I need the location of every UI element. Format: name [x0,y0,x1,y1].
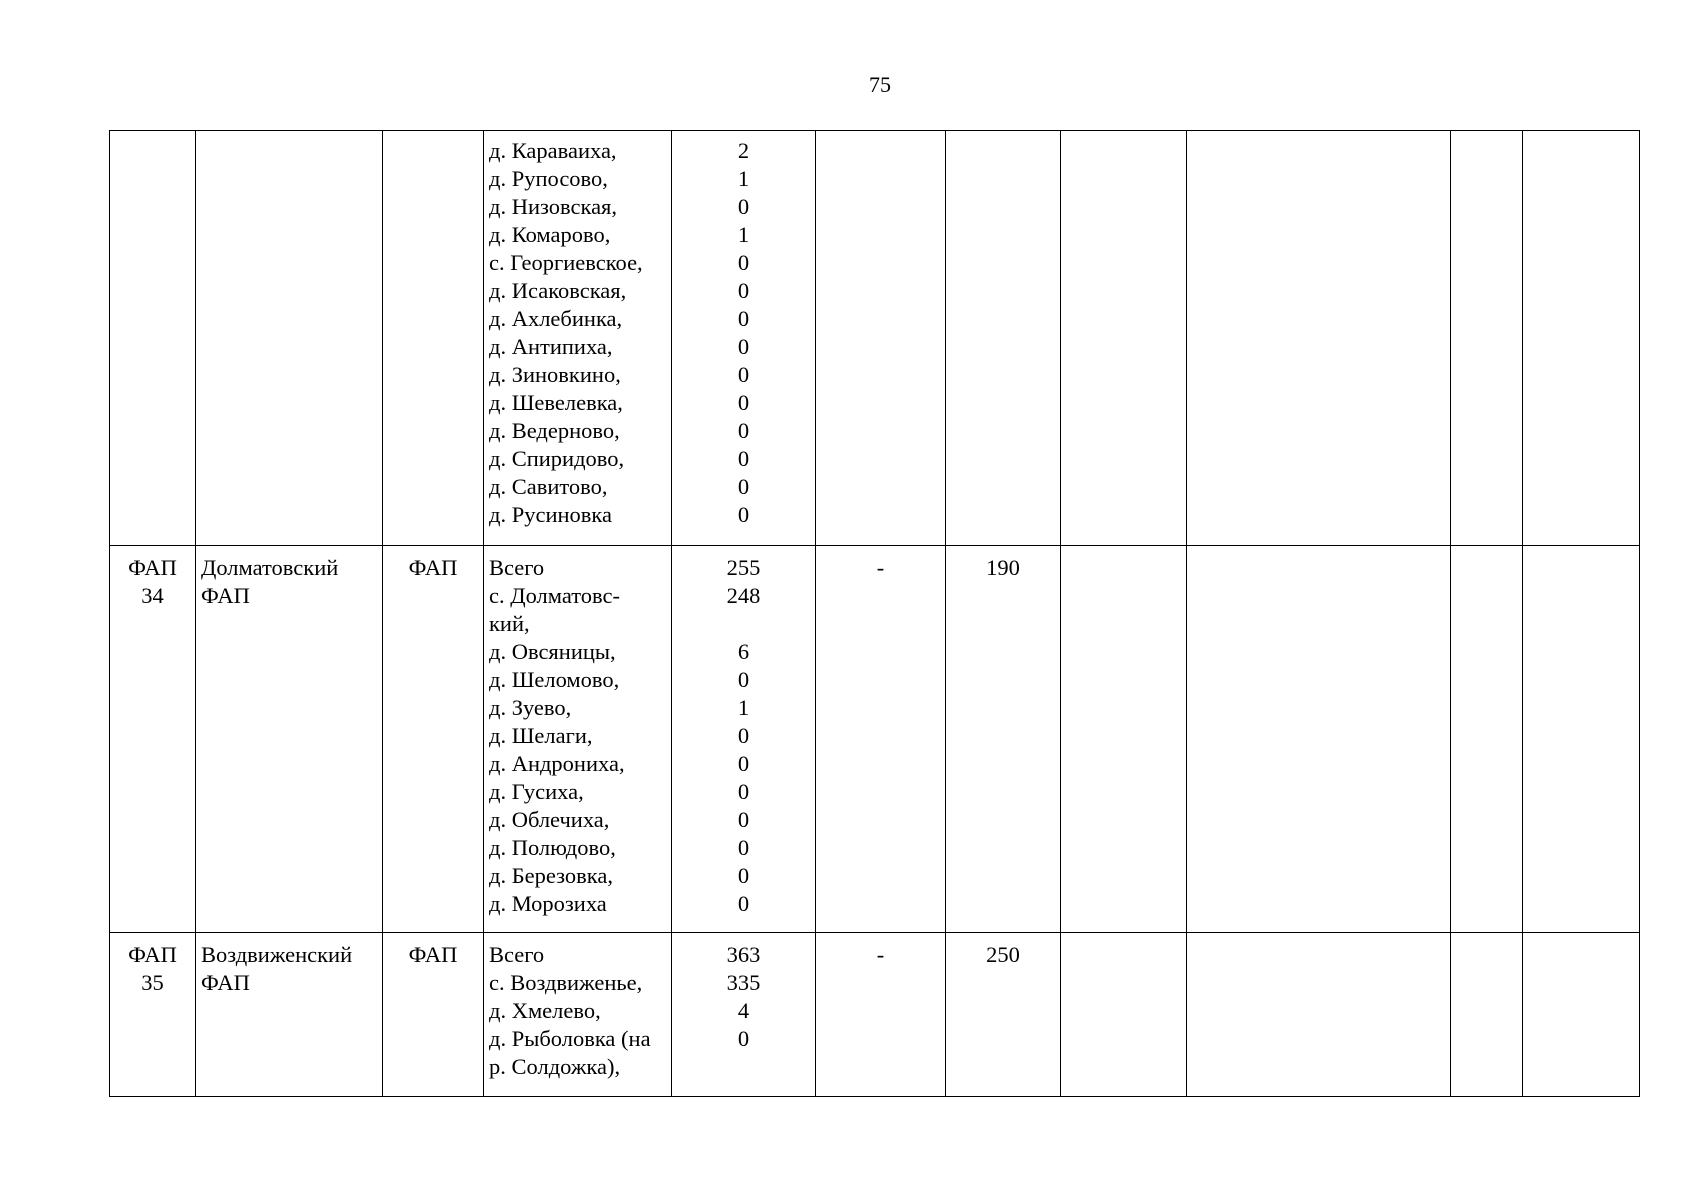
facility-name: Воздвиженский [201,942,353,967]
settlement-name: д. Русиновка [489,502,612,527]
settlement-name: д. Облечиха, [489,807,610,832]
population-value: 363 [726,942,761,967]
population-value: 0 [737,667,750,692]
page-number: 75 [869,72,891,97]
settlements-cell [484,546,672,933]
facility-name: ФАП [201,583,250,608]
facility-type-cell [383,131,484,546]
settlement-name: д. Ахлебинка, [489,306,623,331]
population-cell [672,546,816,933]
empty-cell [1187,546,1451,933]
population-value: 6 [737,639,750,664]
settlement-name: с. Долматовс- [489,583,621,608]
dash-cell [816,131,946,546]
dash-cell [816,546,946,933]
population-cell [672,131,816,546]
population-value: 0 [737,334,750,359]
empty-cell [1061,546,1187,933]
population-value: 0 [737,390,750,415]
settlement-name: д. Овсяницы, [489,639,616,664]
population-value: 0 [737,418,750,443]
population-cell [672,933,816,1097]
population-value: 0 [737,891,750,916]
dash-cell [816,933,946,1097]
population-value [672,1053,815,1081]
population-value: 0 [737,1026,750,1051]
facility-number: ФАП [128,555,177,580]
settlement-name: д. Караваиха, [489,138,617,163]
settlement-name: д. Ведерново, [489,418,620,443]
population-value: 1 [737,222,750,247]
settlement-name: д. Андрониха, [489,751,625,776]
dash-value: - [876,555,885,580]
population-value: 0 [737,751,750,776]
population-value: 0 [737,306,750,331]
settlement-name: д. Антипиха, [489,334,613,359]
table-row [110,546,1640,933]
empty-cell [1061,131,1187,546]
dash-value: - [876,942,885,967]
dash-value [816,139,945,167]
facility-type-cell [383,546,484,933]
population-value: 0 [737,723,750,748]
population-value: 0 [737,474,750,499]
empty-cell [1061,933,1187,1097]
value-cell [946,933,1061,1097]
facilities-table [109,130,1640,1097]
facility-type [383,139,483,167]
facility-number-cell [110,933,196,1097]
population-value: 0 [737,446,750,471]
population-value: 335 [726,970,761,995]
settlement-name: р. Солдожка), [489,1054,621,1079]
settlement-name: д. Комарово, [489,222,611,247]
settlement-name: д. Шевелевка, [489,390,623,415]
settlement-name: Всего [489,555,545,580]
population-value: 0 [737,194,750,219]
settlement-name: д. Низовская, [489,194,618,219]
empty-cell [1523,933,1640,1097]
population-value: 0 [737,278,750,303]
population-value [672,610,815,638]
settlement-name: д. Шеломово, [489,667,620,692]
value-cell [946,131,1061,546]
population-value: 255 [726,555,761,580]
facility-number-cell [110,546,196,933]
facility-number-cell [110,131,196,546]
population-value: 0 [737,835,750,860]
settlement-name: д. Морозиха [489,891,607,916]
facility-name: ФАП [201,970,250,995]
facility-type: ФАП [408,555,458,580]
empty-cell [1187,933,1451,1097]
empty-cell [1451,933,1523,1097]
settlement-name: д. Рыболовка (на [489,1026,651,1051]
settlement-name: д. Исаковская, [489,278,627,303]
population-value: 0 [737,250,750,275]
facility-value: 250 [986,942,1020,967]
settlement-name: д. Спиридово, [489,446,625,471]
settlement-name: д. Рупосово, [489,166,608,191]
settlement-name: Всего [489,942,545,967]
settlement-name: д. Зуево, [489,695,572,720]
empty-cell [1451,131,1523,546]
population-value: 4 [737,998,750,1023]
population-value: 2 [737,138,750,163]
facility-value [946,139,1060,167]
population-value: 248 [726,583,761,608]
settlement-name: д. Зиновкино, [489,362,621,387]
table-row [110,933,1640,1097]
facility-name-cell [196,131,383,546]
facility-type-cell [383,933,484,1097]
empty-cell [1187,131,1451,546]
facility-number: 35 [141,970,164,995]
settlements-cell [484,131,672,546]
empty-cell [1523,546,1640,933]
facility-number: 34 [141,583,164,608]
population-value: 0 [737,362,750,387]
settlement-name: д. Полюдово, [489,835,616,860]
population-value: 1 [737,695,750,720]
table-row [110,131,1640,546]
facility-type: ФАП [408,942,458,967]
settlement-name: с. Георгиевское, [489,250,643,275]
settlement-name: д. Гусиха, [489,779,584,804]
settlement-name: д. Хмелево, [489,998,601,1023]
population-value: 1 [737,166,750,191]
empty-cell [1451,546,1523,933]
facility-value: 190 [986,555,1020,580]
population-value: 0 [737,807,750,832]
settlement-name: кий, [489,611,530,636]
facility-name-cell [196,546,383,933]
empty-cell [1523,131,1640,546]
facility-number: ФАП [128,942,177,967]
value-cell [946,546,1061,933]
settlement-name: д. Савитово, [489,474,608,499]
settlement-name: д. Березовка, [489,863,613,888]
facility-name-cell [196,933,383,1097]
facility-name: Долматовский [201,555,339,580]
settlement-name: с. Воздвиженье, [489,970,643,995]
population-value: 0 [737,502,750,527]
settlement-name: д. Шелаги, [489,723,593,748]
population-value: 0 [737,779,750,804]
population-value: 0 [737,863,750,888]
settlements-cell [484,933,672,1097]
